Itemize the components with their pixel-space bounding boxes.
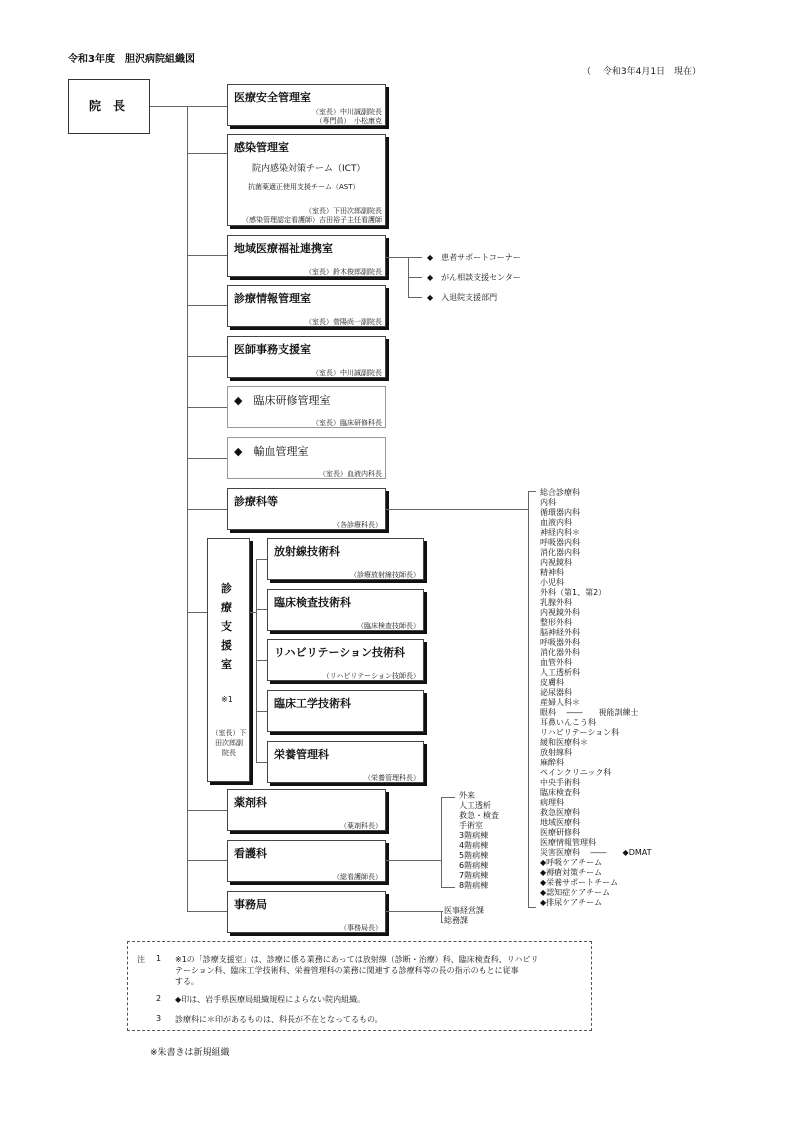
connector-clineng — [256, 711, 267, 712]
safety-office-name: 医療安全管理室 — [234, 91, 311, 104]
safety-office-box — [227, 84, 386, 126]
list-item: 小児科 — [540, 578, 564, 587]
list-item: 医療研修科 — [540, 828, 580, 837]
regional-branch-2 — [408, 277, 422, 278]
regional-branch-3 — [408, 297, 422, 298]
regional-office-name: 地域医療福祉連携室 — [234, 242, 333, 255]
support-office-title — [221, 579, 232, 674]
connector-admin — [187, 911, 227, 912]
infection-office-name: 感染管理室 — [234, 141, 289, 154]
list-item: 放射線科 — [540, 748, 572, 757]
list-item: 3階病棟 — [459, 831, 489, 840]
rehab-box — [267, 639, 424, 681]
clinical-list-top — [528, 491, 536, 492]
support-office-note: ※1 — [221, 695, 233, 704]
infection-office-box — [227, 134, 386, 226]
clinical-list-trunk — [528, 491, 529, 908]
transfusion-office-name: ◆ 輸血管理室 — [234, 445, 309, 458]
note-1-line-1: ※1の「診療支援室」は、診療に係る業務にあっては放射線（診断・治療）科、臨床検査科、リハビリ — [175, 955, 539, 964]
note-2-text: ◆印は、岩手県医療局組織規程によらない院内組織。 — [175, 995, 366, 1004]
connector-clinical — [187, 509, 227, 510]
list-item: 緩和医療科＊ — [540, 738, 588, 747]
clinical-dept-list — [540, 488, 652, 908]
pharmacy-name: 薬剤科 — [234, 796, 267, 809]
admission-discharge-support: ◆ 入退院支援部門 — [427, 293, 498, 302]
nursing-unit-list — [459, 791, 499, 891]
lab-name: 臨床検査技術科 — [274, 596, 351, 609]
list-item: 総務課 — [444, 916, 468, 925]
clineng-box — [267, 690, 424, 732]
connector-nutrition — [256, 762, 267, 763]
nursing-list-trunk — [441, 797, 442, 888]
clinical-list-bottom — [528, 907, 536, 908]
list-item: 耳鼻いんこう科 — [540, 718, 596, 727]
list-item: 精神科 — [540, 568, 564, 577]
regional-branch — [386, 257, 408, 258]
list-item: 呼吸器内科 — [540, 538, 580, 547]
connector-support — [187, 612, 207, 613]
notes-footer: ※朱書きは新規組織 — [150, 1048, 230, 1058]
list-item: 人工透析 — [459, 801, 491, 810]
note-1-number: 1 — [156, 954, 162, 963]
connector-infection — [187, 153, 227, 154]
regional-office-head: （室長）鈴木俊郎副院長 — [305, 268, 382, 276]
info-office-box — [227, 285, 386, 327]
list-item: 救急・検査 — [459, 811, 499, 820]
nursing-branch — [386, 860, 441, 861]
list-item: 消化器内科 — [540, 548, 580, 557]
info-office-name: 診療情報管理室 — [234, 292, 311, 305]
list-item: 中央手術科 — [540, 778, 580, 787]
regional-branch-1 — [408, 257, 422, 258]
transfusion-office-head: （室長）血液内科長 — [319, 470, 382, 478]
list-item: 整形外科 — [540, 618, 572, 627]
support-office-head — [209, 728, 249, 758]
connector-info — [187, 305, 227, 306]
safety-office-specialist: （専門員） 小松康克 — [315, 117, 382, 125]
list-item: 医事経営課 — [444, 906, 484, 915]
ast-team: 抗菌薬適正使用支援チーム（AST） — [248, 183, 360, 191]
radiology-name: 放射線技術科 — [274, 545, 340, 558]
admin-box — [227, 891, 386, 933]
connector-lab — [256, 609, 267, 610]
rehab-head: （リハビリテーション技師長） — [322, 672, 420, 680]
list-item: 臨床検査科 — [540, 788, 580, 797]
list-item: 8階病棟 — [459, 881, 489, 890]
transfusion-office-box — [227, 437, 386, 479]
clinical-dept-name: 診療科等 — [234, 495, 278, 508]
support-head-line: （室長）下 — [211, 729, 247, 737]
list-item: 呼吸器外科 — [540, 638, 580, 647]
list-item: 外科（第1、第2） — [540, 588, 607, 597]
list-item: 内視鏡科 — [540, 558, 572, 567]
connector-radiology — [256, 559, 267, 560]
rehab-name: リハビリテーション技術科 — [274, 646, 406, 659]
infection-office-head: （室長）下田次郎副院長 — [305, 207, 382, 215]
nursing-list-bottom — [441, 887, 455, 888]
list-item: 産婦人科＊ — [540, 698, 580, 707]
admin-head: （事務局長） — [340, 924, 382, 932]
date-label: （ 令和3年4月1日 現在） — [582, 67, 702, 77]
infection-nurse: （感染管理認定看護師）吉田裕子主任看護師 — [242, 216, 382, 224]
nursing-head: （総看護師長） — [333, 873, 382, 881]
ict-team: 院内感染対策チーム（ICT） — [252, 164, 366, 174]
list-item: 地域医療科 — [540, 818, 580, 827]
connector-transfusion — [187, 458, 227, 459]
connector-nursing — [187, 860, 227, 861]
radiology-head: （診療放射線技師長） — [350, 571, 420, 579]
list-item: 内科 — [540, 498, 556, 507]
list-item: 内視鏡外科 — [540, 608, 580, 617]
connector-safety — [187, 106, 227, 107]
list-item: ◆栄養サポートチーム — [540, 878, 619, 887]
clinical-dept-box — [227, 488, 386, 530]
support-connector — [250, 612, 256, 613]
notes-box — [127, 941, 592, 1031]
page-title: 令和3年度 胆沢病院組織図 — [68, 54, 195, 65]
clinical-branch — [386, 509, 528, 510]
safety-office-head: （室長）中川誠副院長 — [312, 108, 382, 116]
list-item: 総合診療科 — [540, 488, 580, 497]
note-1-line-3: する。 — [175, 977, 199, 986]
list-item: 4階病棟 — [459, 841, 489, 850]
clerk-office-box — [227, 336, 386, 378]
list-item: 消化器外科 — [540, 648, 580, 657]
list-item: ◆排尿ケアチーム — [540, 898, 603, 907]
list-item: 救急医療科 — [540, 808, 580, 817]
admin-list-bottom — [441, 922, 443, 923]
support-title-char: 室 — [221, 658, 232, 671]
list-item: 血管外科 — [540, 658, 572, 667]
connector-clerk — [187, 356, 227, 357]
list-item: ◆褥瘡対策チーム — [540, 868, 603, 877]
nursing-list-top — [441, 797, 455, 798]
list-item: 災害医療科 ―― ◆DMAT — [540, 848, 652, 857]
support-head-line: 院長 — [222, 749, 236, 757]
support-title-char: 療 — [221, 601, 232, 614]
list-item: ペインクリニック科 — [540, 768, 612, 777]
lab-head: （臨床検査技師長） — [357, 622, 420, 630]
support-head-line: 田次郎副 — [215, 739, 243, 747]
director-label: 院 長 — [89, 99, 126, 113]
list-item: ◆呼吸ケアチーム — [540, 858, 603, 867]
list-item: 脳神経外科 — [540, 628, 580, 637]
notes-label: 注 — [137, 955, 145, 964]
list-item: 眼科 ―― 視能訓練士 — [540, 708, 639, 717]
support-office-box — [207, 538, 250, 782]
list-item: 皮膚科 — [540, 678, 564, 687]
note-2-number: 2 — [156, 994, 162, 1003]
regional-office-box — [227, 235, 386, 277]
list-item: 7階病棟 — [459, 871, 489, 880]
support-title-char: 支 — [221, 620, 232, 633]
list-item: 乳腺外科 — [540, 598, 572, 607]
nursing-name: 看護科 — [234, 847, 267, 860]
list-item: ◆認知症ケアチーム — [540, 888, 611, 897]
list-item: 人工透析科 — [540, 668, 580, 677]
list-item: 外来 — [459, 791, 475, 800]
director-box — [68, 79, 150, 134]
cancer-consultation-center: ◆ がん相談支援センター — [427, 273, 521, 282]
support-title-char: 援 — [221, 639, 232, 652]
pharmacy-box — [227, 789, 386, 831]
list-item: 循環器内科 — [540, 508, 580, 517]
support-title-char: 診 — [221, 582, 232, 595]
radiology-box — [267, 538, 424, 580]
list-item: 麻酔科 — [540, 758, 564, 767]
note-3-text: 診療科に＊印があるものは、科長が不在となってるもの。 — [175, 1015, 383, 1024]
training-office-box — [227, 386, 386, 428]
clerk-office-name: 医師事務支援室 — [234, 343, 311, 356]
connector-rehab — [256, 660, 267, 661]
pharmacy-head: （薬剤科長） — [340, 822, 382, 830]
note-1-line-2: テーション科、臨床工学技術科、栄養管理科の業務に関連する診療科等の長の指示のもとに従事 — [175, 966, 519, 975]
clinical-dept-head: （各診療科長） — [333, 521, 382, 529]
list-item: 6階病棟 — [459, 861, 489, 870]
nutrition-box — [267, 741, 424, 783]
nutrition-head: （栄養管理科長） — [364, 774, 420, 782]
patient-support-corner: ◆ 患者サポートコーナー — [427, 253, 521, 262]
nutrition-name: 栄養管理科 — [274, 748, 329, 761]
admin-list-top — [441, 911, 443, 912]
info-office-head: （室長）菅陽尚一副院長 — [305, 318, 382, 326]
note-3-number: 3 — [156, 1014, 162, 1023]
clineng-name: 臨床工学技術科 — [274, 697, 351, 710]
nursing-box — [227, 840, 386, 882]
list-item: 手術室 — [459, 821, 483, 830]
connector-regional — [187, 255, 227, 256]
admin-branch — [386, 911, 441, 912]
connector-training — [187, 407, 227, 408]
training-office-name: ◆ 臨床研修管理室 — [234, 394, 331, 407]
list-item: 医療情報管理科 — [540, 838, 596, 847]
admin-section-list — [444, 906, 484, 926]
list-item: リハビリテーション科 — [540, 728, 620, 737]
list-item: 泌尿器科 — [540, 688, 572, 697]
admin-name: 事務局 — [234, 898, 267, 911]
lab-box — [267, 589, 424, 631]
list-item: 神経内科＊ — [540, 528, 580, 537]
list-item: 病理科 — [540, 798, 564, 807]
list-item: 5階病棟 — [459, 851, 489, 860]
training-office-head: （室長）臨床研修科長 — [312, 419, 382, 427]
connector-pharmacy — [187, 810, 227, 811]
list-item: 血液内科 — [540, 518, 572, 527]
clerk-office-head: （室長）中川誠副院長 — [312, 369, 382, 377]
